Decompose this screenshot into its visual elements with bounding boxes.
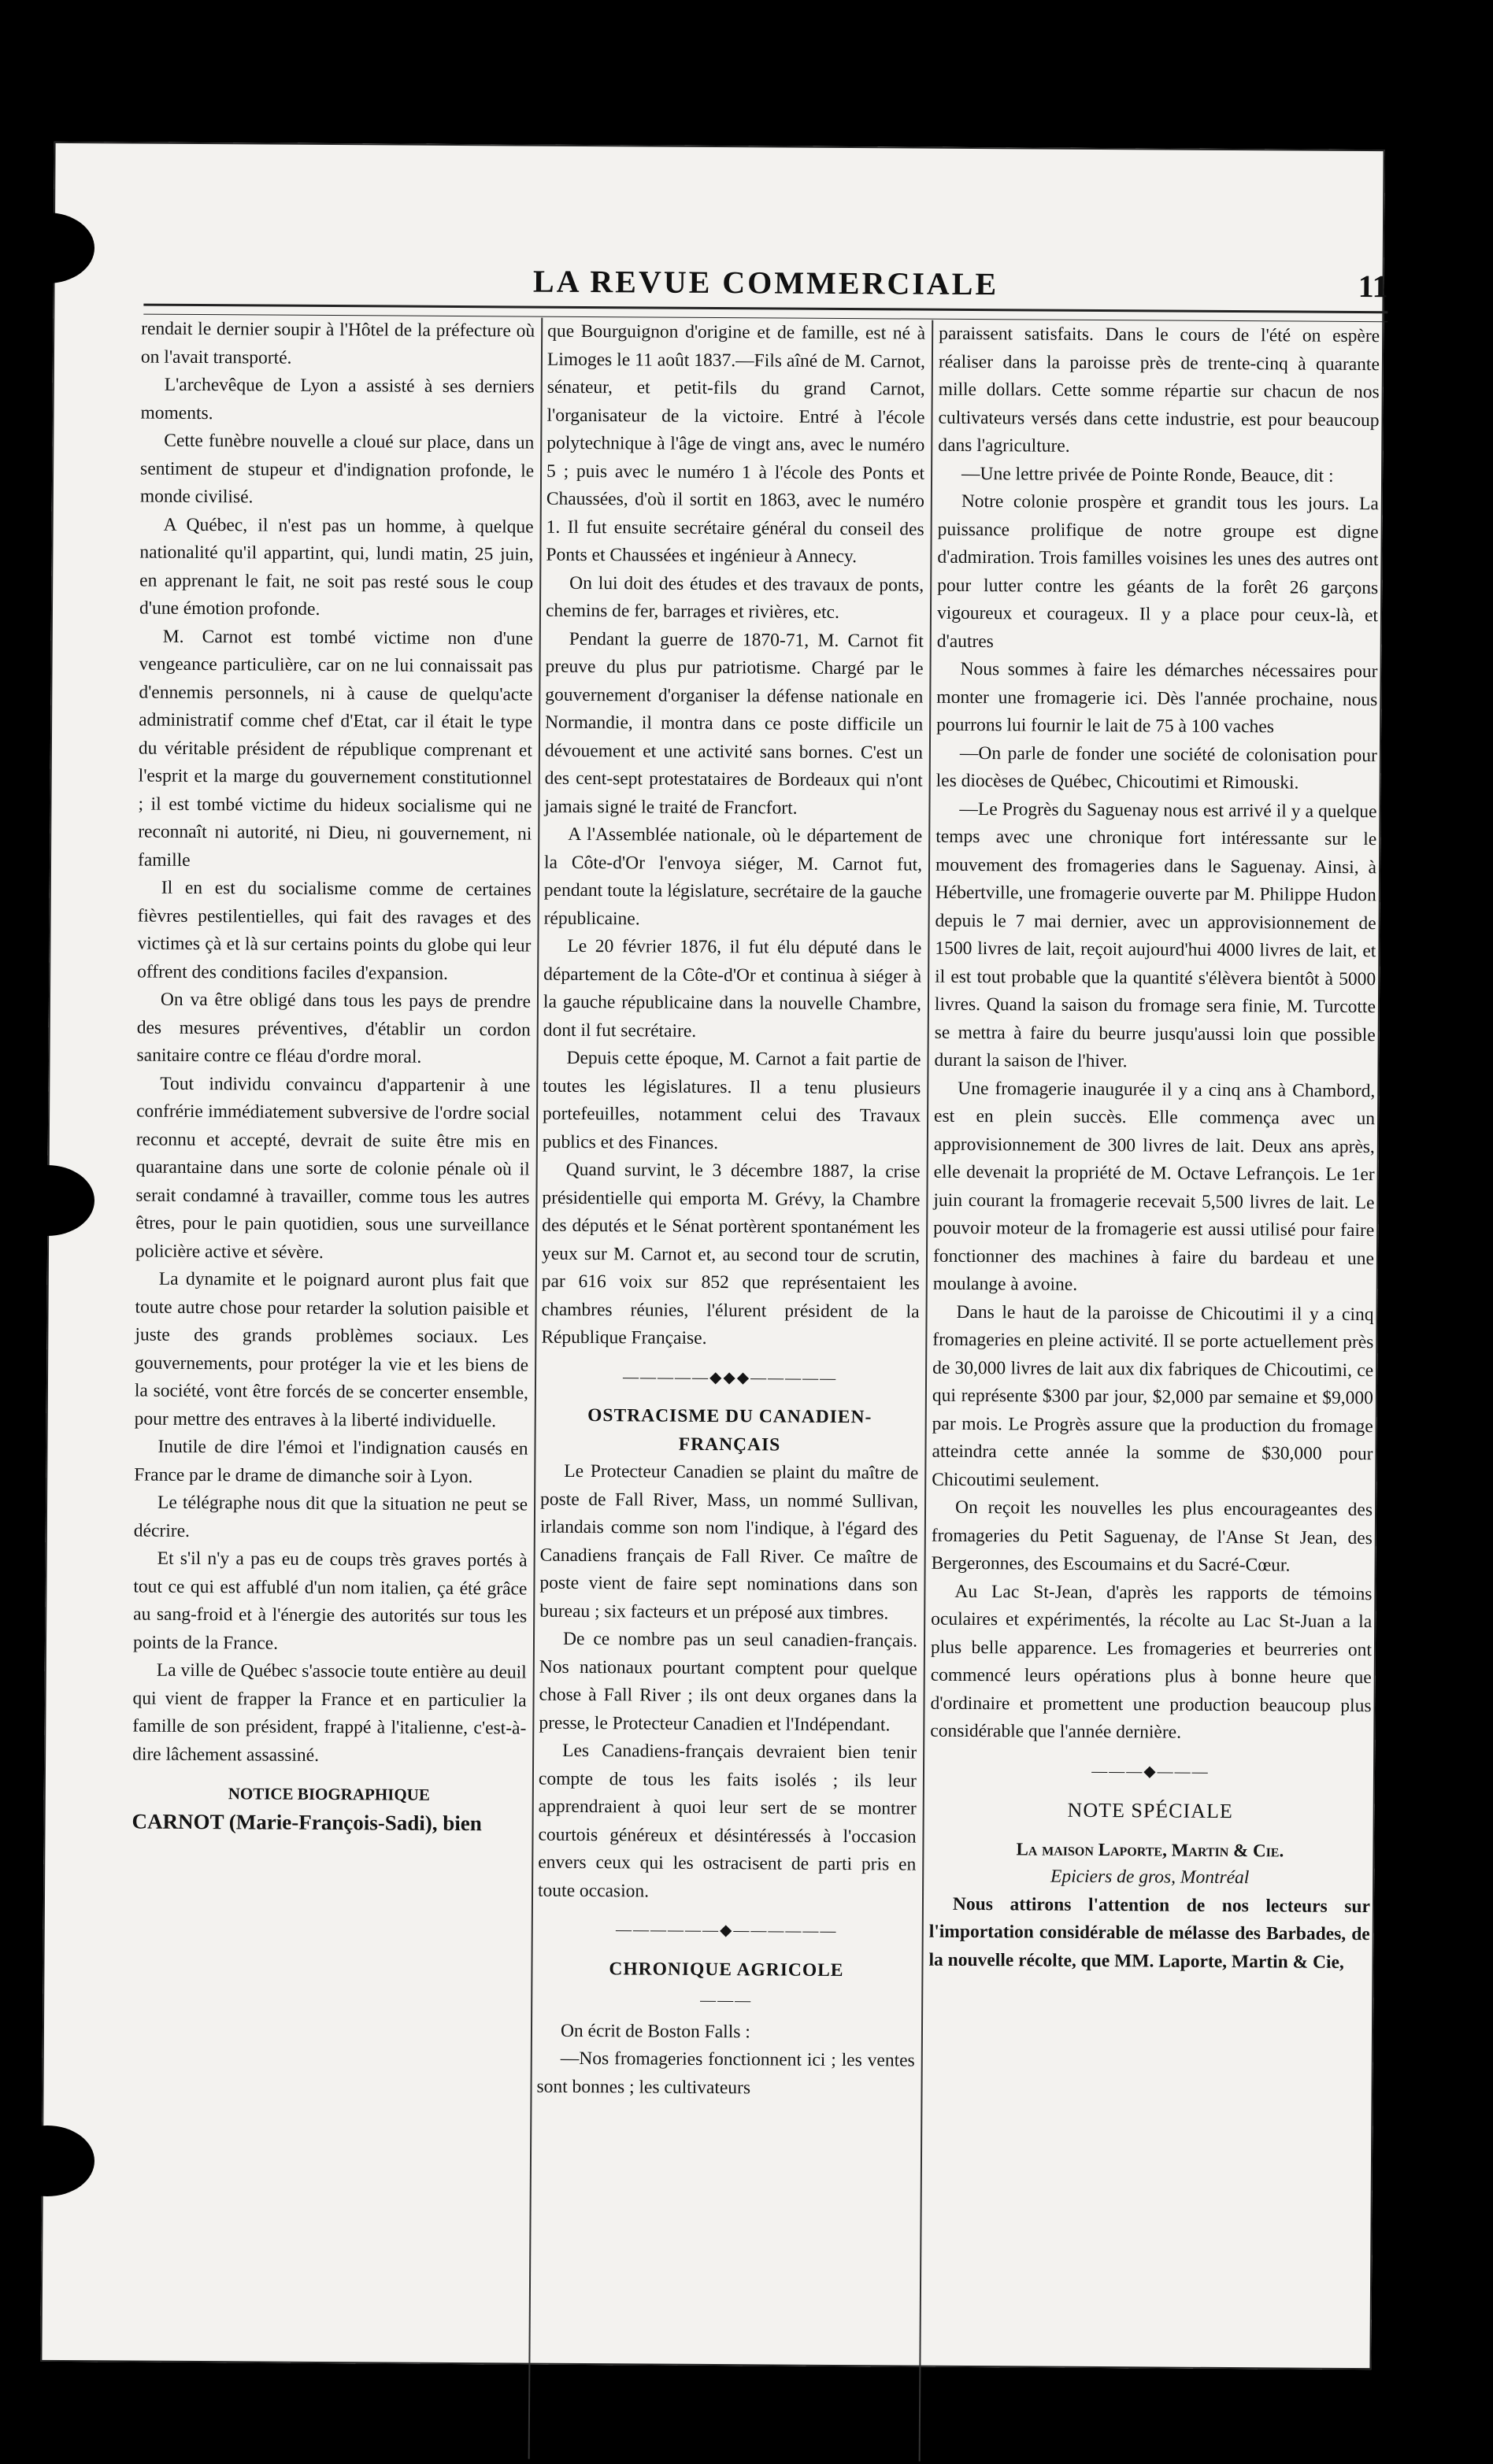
paragraph: —Nos fromageries fonctionnent ici ; les ventes sont bonnes ; les cultivateurs (536, 2048, 915, 2098)
paragraph: paraissent satisfaits. Dans le cours de l'été on espère réaliser dans la paroisse près de trente-cinq à quarante mille dollars. Cette somme répartie sur chacun de nos cultivateurs versés dans cette industrie, est pour beaucoup dans l'agriculture. (938, 323, 1380, 457)
biography-name: CARNOT (Marie-François-Sadi), bien (132, 1809, 482, 1835)
paragraph: On lui doit des études et des travaux de ponts, chemins de fer, barrages et rivières, etc. (545, 572, 924, 623)
page-number: 11 (1358, 268, 1388, 305)
section-heading: CHRONIQUE AGRICOLE (609, 1958, 844, 1981)
paragraph: Cette funèbre nouvelle a cloué sur place, dans un sentiment de stupeur et d'indignation profonde, le monde civilisé. (139, 430, 535, 508)
paragraph: Dans le haut de la paroisse de Chicoutimi il y a cinq fromageries en pleine activité. Il se porte actuellement près de 30,000 livres de lait aux dix fabriques de Chicoutimi, ce qui représente $300 par jour, $2,000 par semaine et $9,000 par mois. Le Progrès assure que la production du fromage atteindra cette année la somme de $30,000 pour Chicoutimi seulement. (932, 1301, 1374, 1491)
paragraph: Nous attirons l'attention de nos lecteurs sur l'importation considérable de mélasse des Barbades, de la nouvelle récolte, que MM. Laporte, Martin & Cie, (928, 1893, 1371, 1973)
column-1 (132, 316, 535, 1838)
paragraph: De ce nombre pas un seul canadien-français. Nos nationaux pourtant comptent pour quelque chose à Fall River ; ils ont deux organes dans la presse, le Protecteur Canadien et l'Indépendant. (539, 1628, 918, 1735)
paragraph: Tout individu convaincu d'appartenir à une confrérie immédiatement subversive de l'ordre social reconnu et accepté, devrait de suite être mis en quarantaine dans une sorte de colonie pénale où il serait condamné à travailler, comme tous les autres êtres, pour le pain quotidien, sous une surveillance policière active et sévère. (135, 1073, 531, 1263)
paragraph: Le Protecteur Canadien se plaint du maître de poste de Fall River, Mass, un nommé Sullivan, irlandais comme son nom l'indique, à l'égard des Canadiens français de Fall River. Ce maître de poste vient de faire sept nominations dans son bureau ; six facteurs et un préposé aux timbres. (539, 1460, 919, 1623)
paragraph: —Le Progrès du Saguenay nous est arrivé il y a quelque temps avec une chronique fort intéressante sur le mouvement des fromageries dans le Saguenay. Ainsi, à Hébertville, une fromagerie ouverte par M. Philippe Hudon depuis le 7 mai dernier, avec un approvisionnement de 1500 livres de lait, reçoit aujourd'hui 4000 livres de lait, et il est tout probable que la quantité s'élèvera bientôt à 5000 livres. Quand la saison du fromage sera finie, M. Turcotte se mettra à faire du beurre jusqu'aussi loin que possible durant la saison de l'hiver. (934, 798, 1377, 1072)
binding-hole (0, 213, 94, 283)
paragraph: M. Carnot est tombé victime non d'une vengeance particulière, car on ne lui connaissait pas d'ennemis personnels, ni à cause de quelqu'acte administratif comme chef d'Etat, car il était le type du véritable président de république comprenant et l'esprit et la marge du gouvernement constitutionnel ; il est tombé victime du hideux socialisme qui ne reconnaît ni autorité, ni Dieu, ni gouvernement, ni famille (137, 626, 533, 871)
paragraph: La dynamite et le poignard auront plus fait que toute autre chose pour retarder la solution paisible et juste des grands problèmes sociaux. Les gouvernements, pour protéger la vie et les biens de la société, vont être forcés de se concerter ensemble, pour mettre des entraves à la liberté individuelle. (134, 1268, 529, 1431)
section-heading: NOTE SPÉCIALE (1067, 1798, 1233, 1823)
paragraph: Depuis cette époque, M. Carnot a fait partie de toutes les législatures. Il a tenu plusieurs portefeuilles, notamment celui des Travaux publics et des Finances. (542, 1047, 921, 1153)
paragraph: L'archevêque de Lyon a assisté à ses derniers moments. (140, 374, 535, 424)
paragraph: On écrit de Boston Falls : (560, 2020, 750, 2042)
paragraph: —Une lettre privée de Pointe Ronde, Beauce, dit : (961, 463, 1334, 487)
paragraph: Une fromagerie inaugurée il y a cinq ans à Chambord, est en plein succès. Elle commença avec un approvisionnement de 300 livres de lait. Deux ans après, elle devenait la propriété de M. Octave Lefrançois. Le 1er juin courant la fromagerie recevait 5,500 livres de lait. Le pouvoir moteur de la fromagerie est aussi utilisé pour faire fonctionner des machines à faire du bardeau et une moulange à avoine. (932, 1078, 1376, 1295)
ornament-divider: ——————◆—————— (615, 1921, 838, 1940)
paragraph: Notre colonie prospère et grandit tous les jours. La puissance prolifique de notre groupe est digne d'admiration. Trois familles voisines les unes des autres ont pour lutter contre les géants de la forêt 26 garçons vigoureux et courageux. Il y a place pour ceux-là, et d'autres (936, 490, 1379, 652)
paragraph: —On parle de fonder une société de colonisation pour les diocèses de Québec, Chicoutimi et Rimouski. (935, 742, 1377, 794)
column-2 (536, 318, 925, 2103)
paragraph: On va être obligé dans tous les pays de prendre des mesures préventives, d'établir un cordon sanitaire contre ce fléau d'ordre moral. (136, 989, 532, 1067)
publication-title: LA REVUE COMMERCIALE (532, 263, 999, 302)
ornament-divider: —————◆◆◆————— (622, 1367, 838, 1387)
short-rule: ——— (700, 1991, 753, 2010)
paragraph: que Bourguignon d'origine et de famille, est né à Limoges le 11 août 1837.—Fils aîné de M. Carnot, sénateur, et petit-fils du grand Carnot, l'organisateur de la victoire. Entré à l'école polytechnique à l'âge de vingt ans, avec le numéro 5 ; puis avec le numéro 1 à l'école des Ponts et Chaussées, d'où il sortit en 1863, avec le numéro 1. Il fut ensuite secrétaire général du conseil des Ponts et Chaussées et ingénieur à Annecy. (546, 320, 926, 568)
paragraph: Les Canadiens-français devraient bien tenir compte de tous les faits isolés ; ils leur apprendraient à quoi leur sert de se montrer courtois généreux et désintéressés à l'occasion envers ceux qui les ostracisent de parti pris en toute occasion. (537, 1740, 917, 1902)
ornament-divider: ———◆——— (1091, 1762, 1210, 1781)
paragraph: La ville de Québec s'associe toute entière au deuil qui vient de frapper la France et en particulier la famille de son président, frappé à l'italienne, c'est-à-dire lâchement assassiné. (132, 1659, 527, 1766)
newspaper-page (40, 142, 1388, 2370)
paragraph: On reçoit les nouvelles les plus encourageantes des fromageries du Petit Saguenay, de l'Anse St Jean, des Bergeronnes, des Escoumains et du Sacré-Cœur. (931, 1497, 1373, 1576)
paragraph: Au Lac St-Jean, d'après les rapports de témoins oculaires et expérimentés, la récolte au Lac St-Juan a la plus belle apparence. Les fromageries et beurreries ont commencé leurs opérations plus à bonne heure que d'ordinaire et promettent une production beaucoup plus considérable que l'année dernière. (930, 1581, 1373, 1743)
section-heading: OSTRACISME DU CANADIEN-FRANÇAIS (587, 1405, 872, 1456)
paragraph: Nous sommes à faire les démarches nécessaires pour monter une fromagerie ici. Dès l'année prochaine, nous pourrons lui fournir le lait de 75 à 100 vaches (936, 658, 1378, 738)
paragraph: Il en est du socialisme comme de certaines fièvres pestilentielles, qui fait des ravages et des victimes çà et là sur certains points du globe qui leur offrent des conditions faciles d'expansion. (137, 877, 532, 984)
paragraph: Le télégraphe nous dit que la situation ne peut se décrire. (133, 1492, 528, 1541)
firm-subtitle: Epiciers de gros, Montréal (1050, 1866, 1250, 1889)
paragraph: rendait le dernier soupir à l'Hôtel de la préfecture où on l'avait transporté. (140, 318, 535, 368)
paragraph: A Québec, il n'est pas un homme, à quelque nationalité qu'il appartint, qui, lundi matin, 25 juin, en apprenant le fait, ne soit pas resté sous le coup d'une émotion profonde. (139, 514, 534, 620)
paragraph: Quand survint, le 3 décembre 1887, la crise présidentielle qui emporta M. Grévy, la Chambre des députés et le Sénat portèrent spontanément les yeux sur M. Carnot et, au second tour de scrutin, par 616 voix sur 852 que représentaient les chambres réunies, l'élurent président de la République Française. (541, 1159, 921, 1349)
binding-hole (0, 1165, 94, 1236)
paragraph: Le 20 février 1876, il fut élu député dans le département de la Côte-d'Or et continua à siéger à la gauche républicaine dans la nouvelle Chambre, dont il fut secrétaire. (543, 935, 922, 1041)
binding-hole (0, 2125, 94, 2196)
paragraph: Et s'il n'y a pas eu de coups très graves portés à tout ce qui est affublé d'un nom italien, ça été grâce au sang-froid et à l'énergie des autorités sur tous les points de la France. (132, 1548, 528, 1654)
paragraph: Pendant la guerre de 1870-71, M. Carnot fit preuve du plus pur patriotisme. Chargé par le gouvernement d'organiser la défense nationale en Normandie, il montra dans ce poste difficile un dévouement et une activité sans bornes. C'est un des cent-sept protestataires de Bordeaux qui n'ont jamais signé le traité de Francfort. (544, 628, 924, 819)
column-3 (928, 320, 1380, 1977)
firm-name: La maison Laporte, Martin & Cie. (1016, 1838, 1284, 1860)
section-heading: NOTICE BIOGRAPHIQUE (228, 1784, 430, 1804)
paragraph: Inutile de dire l'émoi et l'indignation causés en France par le drame de dimanche soir à Lyon. (134, 1436, 528, 1487)
paragraph: A l'Assemblée nationale, où le département de la Côte-d'Or l'envoya siéger, M. Carnot fut, pendant toute la législature, secrétaire de la gauche républicaine. (543, 823, 923, 929)
